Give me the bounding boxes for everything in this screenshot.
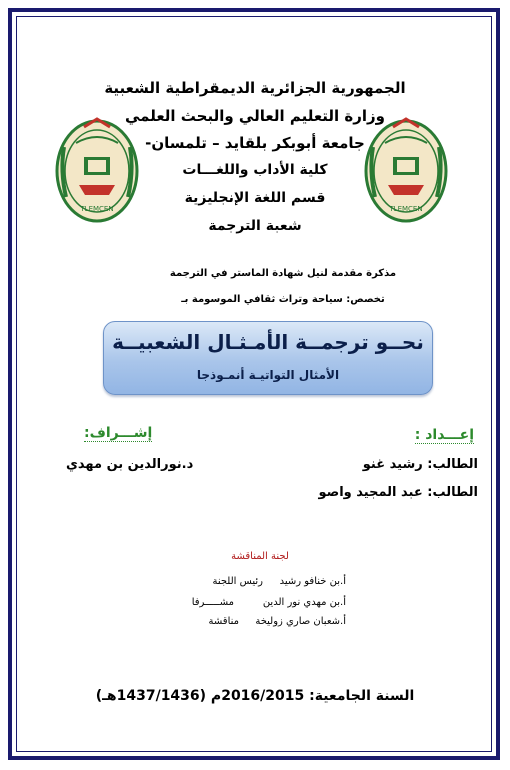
supervision-label: إشـــراف:: [84, 425, 153, 441]
committee-member-1-name: أ.بن خنافو رشيد: [279, 576, 346, 587]
student-1-prefix: الطالب:: [427, 457, 478, 472]
student-2-prefix: الطالب:: [427, 485, 478, 500]
committee-member-3-role: مناقشة: [208, 616, 239, 627]
student-2: [318, 485, 478, 500]
seal-text-right: TLEMCEN: [389, 205, 423, 213]
department-name: قسم اللغة الإنجليزية: [184, 190, 326, 206]
committee-member-2-name: أ.بن مهدي نور الدين: [262, 597, 346, 608]
thesis-title: نحــو ترجمــة الأمـثـال الشعبيــة: [112, 330, 424, 354]
ministry-title: وزارة التعليم العالي والبحث العلمي: [124, 107, 386, 125]
committee-member-1-role: رئيس اللجنة: [212, 576, 263, 587]
seal-text-left: TLEMCEN: [80, 205, 114, 213]
student-2-name: عبد المجيد واصو: [318, 485, 423, 500]
prepared-by-label: إعـــداد :: [414, 427, 474, 443]
branch-name: شعبة الترجمة: [208, 218, 302, 234]
university-name: جامعة أبوبكر بلقايد – تلمسان-: [145, 134, 365, 152]
memo-line-2: تخصص: سياحة وتراث ثقافي الموسومة بـ: [181, 294, 385, 305]
academic-year: السنة الجامعية: 2016/2015م (1437/1436هـ): [95, 688, 415, 704]
supervisor-name: د.نورالدين بن مهدي: [66, 457, 194, 472]
thesis-title-banner: [103, 321, 433, 395]
committee-title: لجنة المناقشة: [231, 551, 289, 562]
student-1: [363, 457, 478, 472]
committee-member-2-role: مشـــــرفا: [191, 597, 234, 608]
memo-line-1: مذكرة مقدمة لنيل شهادة الماستر في الترجمة: [169, 268, 397, 279]
student-1-name: رشيد غنو: [362, 457, 423, 472]
committee-member-3-name: أ.شعبان صاري زوليخة: [255, 616, 346, 627]
faculty-name: كلية الأداب واللغـــات: [182, 162, 328, 178]
republic-title: الجمهورية الجزائرية الديمقراطية الشعبية: [104, 79, 406, 97]
thesis-subtitle: الأمثال التواتيـة أنمـوذجا: [196, 368, 340, 382]
